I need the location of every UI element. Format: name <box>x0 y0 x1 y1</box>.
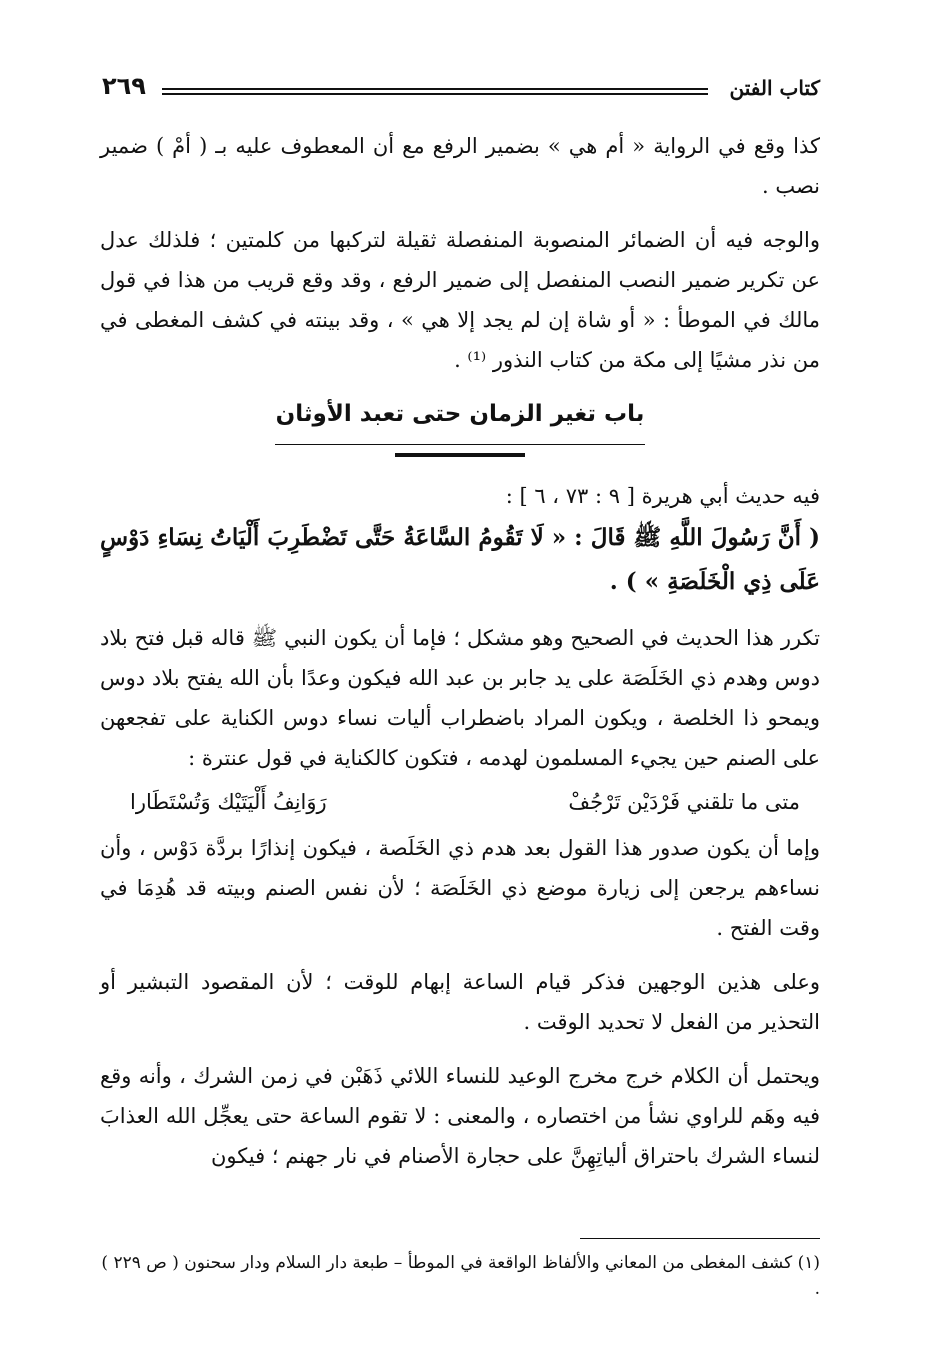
footnote-rule <box>580 1238 820 1239</box>
page-body <box>100 126 820 1190</box>
page-number: ٢٦٩ <box>102 72 146 100</box>
hadith-intro: فيه حديث أبي هريرة [ ٩ : ٧٣ ، ٦ ] : <box>505 484 820 508</box>
chapter-title-rules <box>275 444 645 458</box>
paragraph: تكرر هذا الحديث في الصحيح وهو مشكل ؛ فإما أن يكون النبي ﷺ قاله قبل فتح بلاد دوس وهدم ذي الخَلَصَة على يد جابر بن عبد الله فيكون وعدًا بأن الله يفتح بلاد دوس ويمحو ذا الخلصة ، ويكون المراد باضطراب أليات نساء دوس الكناية على تفجعهن على الصنم حين يجيء المسلمون لهدمه ، فتكون كالكناية في قول عنترة : <box>100 626 820 770</box>
poem-hemistich-first: متى ما تلقني فَرْدَيْن تَرْجُفْ <box>568 790 800 814</box>
poem-verse <box>100 782 820 822</box>
paragraph: والوجه فيه أن الضمائر المنصوبة المنفصلة ثقيلة لتركبها من كلمتين ؛ فلذلك عدل عن تكرير ضمير النصب المنفصل إلى ضمير الرفع ، وقد وقع قريب من هذا في قول مالك في الموطأ : « أو شاة إن لم يجد إلا هي » ، وقد بينته في كشف المغطى في من نذر مشيًا إلى مكة من كتاب النذور ⁽¹⁾ . <box>100 228 820 372</box>
poem-hemistich-second: رَوَانِفُ أَلْيَتَيْك وَتُسْتَطَارا <box>130 790 327 814</box>
paragraph: وعلى هذين الوجهين فذكر قيام الساعة إبهام للوقت ؛ لأن المقصود التبشير أو التحذير من الفعل لا تحديد الوقت . <box>100 970 820 1034</box>
paragraph: كذا وقع في الرواية « أم هي » بضمير الرفع مع أن المعطوف عليه بـ ( أمْ ) ضمير نصب . <box>100 134 820 198</box>
book-page <box>100 70 820 1350</box>
header-rule <box>162 88 708 95</box>
running-header <box>100 70 820 110</box>
hadith-text: ( أَنَّ رَسُولَ اللَّهِ ﷺ قَالَ : « لَا تَقُومُ السَّاعَةُ حَتَّى تَضْطَرِبَ أَلْيَاتُ نِسَاءِ دَوْسٍ عَلَى ذِي الْخَلَصَةِ » ) . <box>100 524 820 595</box>
paragraph: وإما أن يكون صدور هذا القول بعد هدم ذي الخَلَصة ، فيكون إنذارًا بردَّة دَوْس ، وأن نساءهم يرجعن إلى زيارة موضع ذي الخَلَصَة ؛ لأن نفس الصنم وبيته قد هُدِمَا في وقت الفتح . <box>100 836 820 940</box>
footnote: (١) كشف المغطى من المعاني والألفاظ الواقعة في الموطأ – طبعة دار السلام ودار سحنون ( ص ٢٢٩ ) . <box>101 1253 820 1299</box>
book-title: كتاب الفتن <box>729 76 820 100</box>
title-underline <box>275 444 645 445</box>
paragraph: ويحتمل أن الكلام خرج مخرج الوعيد للنساء اللائي ذَهَبْن في زمن الشرك ، وأنه وقع فيه وهَم للراوي نشأ من اختصاره ، والمعنى : لا تقوم الساعة حتى يعجِّل الله العذابَ لنساء الشرك باحتراق ألياتِهِنَّ على حجارة الأصنام في نار جهنم ؛ فيكون <box>100 1064 820 1168</box>
chapter-title: باب تغير الزمان حتى تعبد الأوثان <box>275 401 645 427</box>
title-bar <box>395 453 525 457</box>
